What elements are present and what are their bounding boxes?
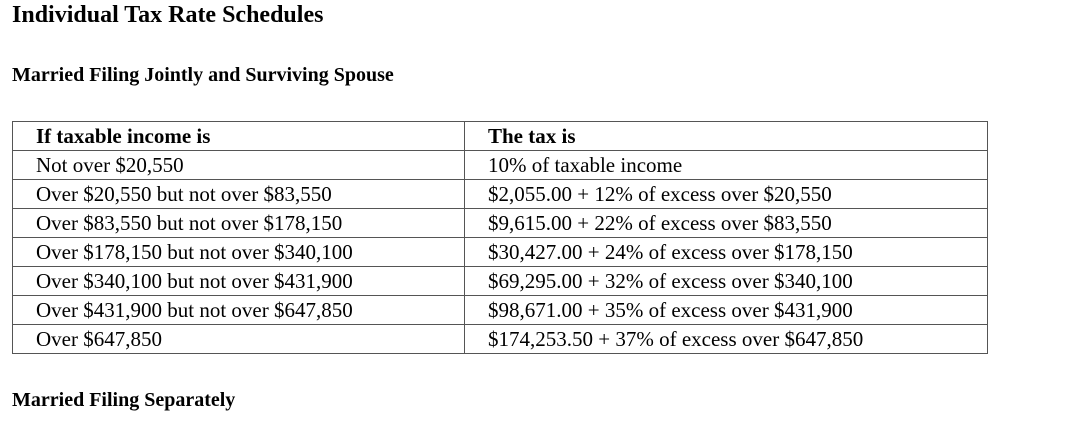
income-bracket-cell: Over $647,850 [13,325,465,354]
income-bracket-cell: Over $83,550 but not over $178,150 [13,209,465,238]
table-row [13,325,988,354]
table-row [13,267,988,296]
table-row [13,180,988,209]
tax-amount-cell: $2,055.00 + 12% of excess over $20,550 [465,180,988,209]
tax-amount-cell: $98,671.00 + 35% of excess over $431,900 [465,296,988,325]
column-header-tax: The tax is [465,122,988,151]
tax-rate-table-married-filing-jointly [12,121,988,354]
income-bracket-cell: Over $20,550 but not over $83,550 [13,180,465,209]
table-header-row [13,122,988,151]
column-header-taxable-income: If taxable income is [13,122,465,151]
tax-amount-cell: $174,253.50 + 37% of excess over $647,850 [465,325,988,354]
table-row [13,296,988,325]
section-heading-married-filing-separately: Married Filing Separately [12,389,236,411]
income-bracket-cell: Over $340,100 but not over $431,900 [13,267,465,296]
tax-amount-cell: $30,427.00 + 24% of excess over $178,150 [465,238,988,267]
income-bracket-cell: Over $431,900 but not over $647,850 [13,296,465,325]
tax-amount-cell: $69,295.00 + 32% of excess over $340,100 [465,267,988,296]
tax-amount-cell: $9,615.00 + 22% of excess over $83,550 [465,209,988,238]
tax-amount-cell: 10% of taxable income [465,151,988,180]
income-bracket-cell: Not over $20,550 [13,151,465,180]
page-title: Individual Tax Rate Schedules [12,2,324,28]
income-bracket-cell: Over $178,150 but not over $340,100 [13,238,465,267]
table-row [13,238,988,267]
table-row [13,151,988,180]
table-row [13,209,988,238]
section-heading-married-filing-jointly: Married Filing Jointly and Surviving Spouse [12,64,394,86]
